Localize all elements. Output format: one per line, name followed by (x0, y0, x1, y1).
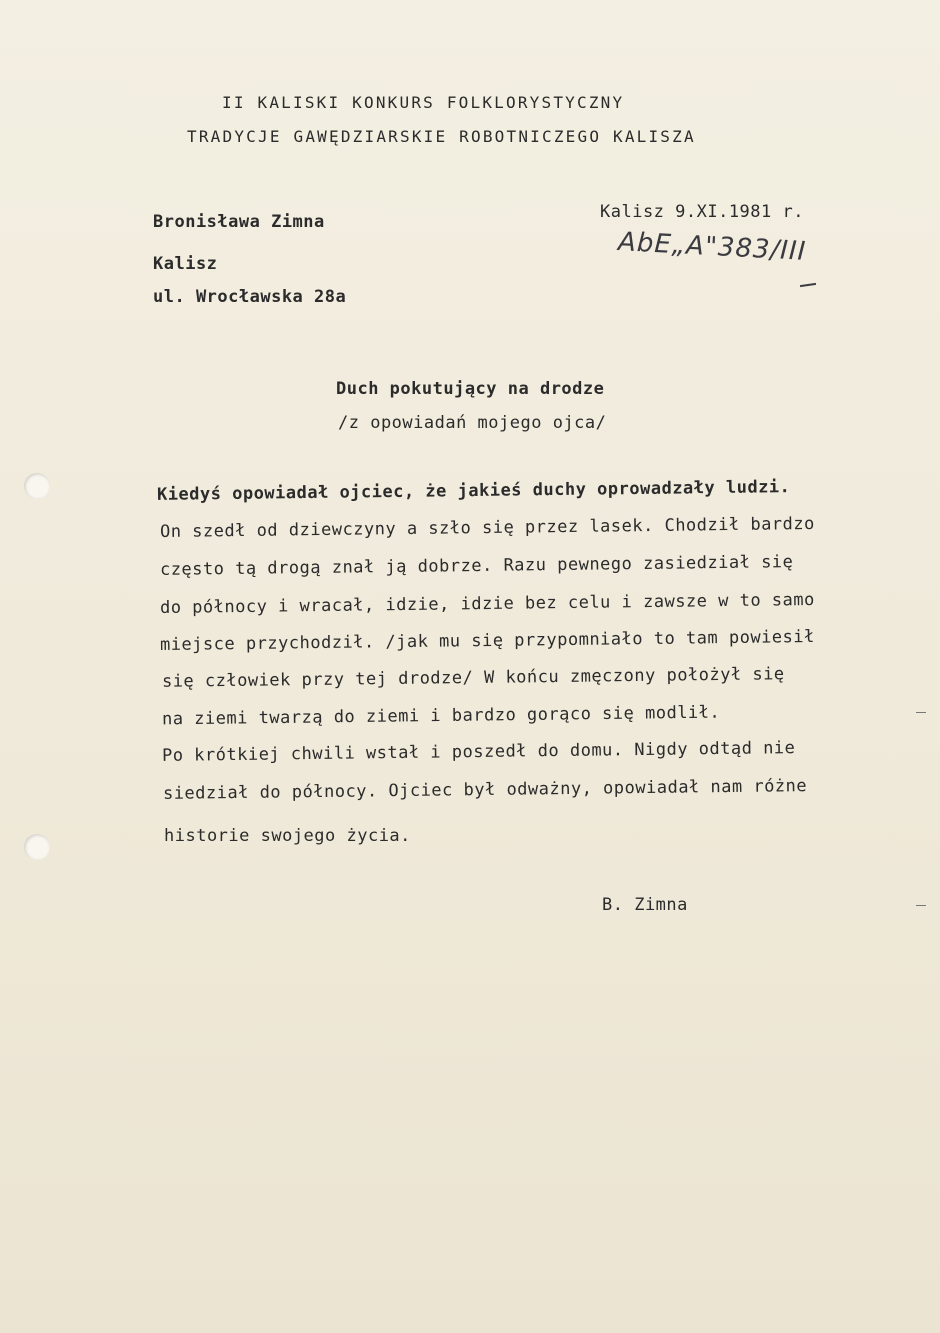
body-line: miejsce przychodził. /jak mu się przypomniało to tam powiesił (159, 627, 815, 655)
archive-mark-underline (800, 283, 816, 287)
body-line: często tą drogą znał ją dobrze. Razu pewnego zasiedział się (159, 552, 794, 580)
sender-city: Kalisz (153, 254, 218, 274)
edge-mark (916, 712, 926, 713)
body-line: Kiedyś opowiadał ojciec, że jakieś duchy oprowadzały ludzi. (156, 477, 791, 505)
body-line: Po krótkiej chwili wstał i poszedł do domu. Nigdy odtąd nie (161, 738, 796, 766)
header-line-1: II KALISKI KONKURS FOLKLORYSTYCZNY (222, 93, 625, 112)
sender-name: Bronisława Zimna (153, 212, 325, 232)
body-line: do północy i wracał, idzie, idzie bez celu i zawsze w to samo (159, 590, 815, 618)
document-date: Kalisz 9.XI.1981 r. (600, 202, 804, 222)
punch-hole-bottom (24, 834, 50, 860)
header-line-2: TRADYCJE GAWĘDZIARSKIE ROBOTNICZEGO KALISZA (187, 127, 696, 146)
edge-mark (916, 905, 926, 906)
punch-hole-top (24, 473, 50, 499)
sender-street: ul. Wrocławska 28a (153, 287, 347, 307)
body-line: historie swojego życia. (164, 826, 411, 846)
body-line: się człowiek przy tej drodze/ W końcu zmęczony położył się (161, 664, 785, 692)
archive-mark-handwritten: AbE„A"383/III (617, 227, 807, 267)
signature: B. Zimna (602, 895, 688, 915)
story-title: Duch pokutujący na drodze (336, 379, 605, 399)
body-line: na ziemi twarzą do ziemi i bardzo gorąco się modlił. (161, 702, 721, 730)
story-subtitle: /z opowiadań mojego ojca/ (338, 413, 607, 433)
body-line: siedział do północy. Ojciec był odważny, opowiadał nam różne (162, 776, 808, 804)
body-line: On szedł od dziewczyny a szło się przez lasek. Chodził bardzo (159, 514, 815, 542)
